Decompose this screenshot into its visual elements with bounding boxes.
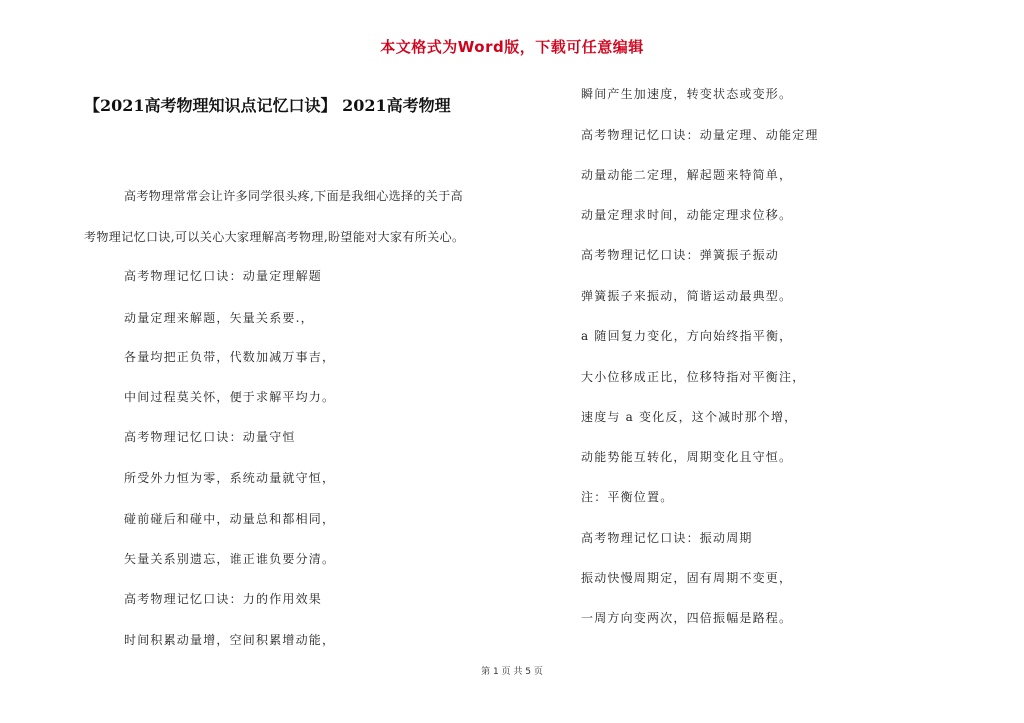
- section-heading-oscillation-period: 高考物理记忆口诀：振动周期: [581, 531, 753, 545]
- verse-line: 动量定理求时间，动能定理求位移。: [581, 208, 793, 222]
- verse-line: 所受外力恒为零，系统动量就守恒，: [124, 471, 336, 485]
- section-heading-momentum-energy-theorems: 高考物理记忆口诀：动量定理、动能定理: [581, 128, 819, 142]
- section-heading-momentum-conservation: 高考物理记忆口诀：动量守恒: [124, 430, 296, 444]
- section-heading-momentum-theorem: 高考物理记忆口诀：动量定理解题: [124, 269, 323, 283]
- verse-line: a 随回复力变化，方向始终指平衡，: [581, 329, 793, 343]
- note-line: 注：平衡位置。: [581, 490, 674, 504]
- word-format-banner: 本文格式为Word版，下载可任意编辑: [380, 38, 644, 56]
- verse-line: 动量定理来解题，矢量关系要.，: [124, 311, 314, 325]
- verse-line: 矢量关系别遗忘，谁正谁负要分清。: [124, 552, 336, 566]
- intro-paragraph-line-1: 高考物理常常会让许多同学很头疼,下面是我细心选择的关于高: [124, 189, 464, 203]
- verse-line: 大小位移成正比，位移特指对平衡注，: [581, 370, 806, 384]
- verse-line: 各量均把正负带，代数加减万事吉，: [124, 350, 336, 364]
- verse-line: 瞬间产生加速度，转变状态或变形。: [581, 87, 793, 101]
- verse-line: 中间过程莫关怀，便于求解平均力。: [124, 390, 336, 404]
- verse-line: 速度与 a 变化反，这个减时那个增，: [581, 410, 798, 424]
- verse-line: 碰前碰后和碰中，动量总和都相同，: [124, 512, 336, 526]
- page-number-footer: 第 1 页 共 5 页: [481, 667, 543, 677]
- verse-line: 动能势能互转化，周期变化且守恒。: [581, 450, 793, 464]
- verse-line: 振动快慢周期定，固有周期不变更，: [581, 571, 793, 585]
- document-title: 【2021高考物理知识点记忆口诀】 2021高考物理: [84, 96, 451, 115]
- intro-paragraph-line-2: 考物理记忆口诀,可以关心大家理解高考物理,盼望能对大家有所关心。: [84, 230, 465, 244]
- verse-line: 时间积累动量增，空间积累增动能，: [124, 633, 336, 647]
- section-heading-spring-oscillator: 高考物理记忆口诀：弹簧振子振动: [581, 248, 780, 262]
- verse-line: 弹簧振子来振动，简谐运动最典型。: [581, 289, 793, 303]
- verse-line: 动量动能二定理，解起题来特简单，: [581, 168, 793, 182]
- section-heading-force-effect: 高考物理记忆口诀：力的作用效果: [124, 592, 323, 606]
- verse-line: 一周方向变两次，四倍振幅是路程。: [581, 611, 793, 625]
